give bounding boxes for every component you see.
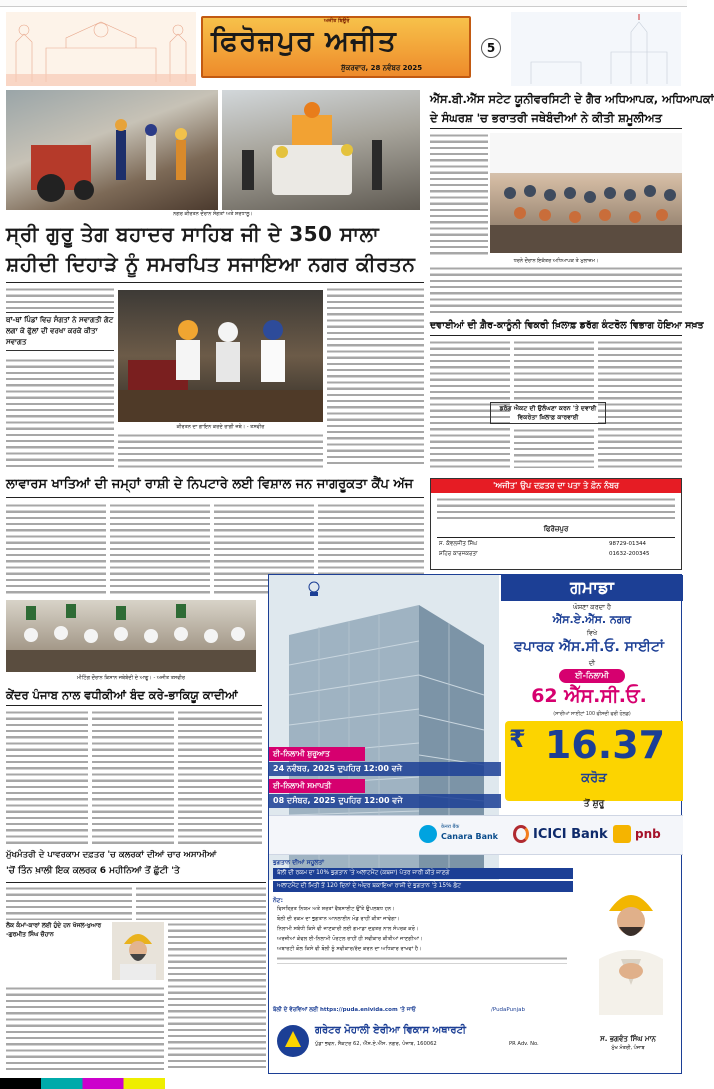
cm-title: ਮੁੱਖ ਮੰਤਰੀ, ਪੰਜਾਬ [611, 1045, 645, 1051]
gmada-from: ਤੋਂ ਸ਼ੁਰੂ [583, 799, 605, 809]
gmada-note-3: ਨਿਲਾਮੀ ਸਬੰਧੀ ਕਿਸੇ ਵੀ ਜਾਣਕਾਰੀ ਲਈ ਗਮਾਡਾ ਦਫ਼ਤਰ ਨਾਲ ਸੰਪਰਕ ਕਰੋ। [277, 926, 419, 932]
gmada-social: /PudaPunjab [491, 1007, 526, 1013]
main-headline-2: ਸ਼ਹੀਦੀ ਦਿਹਾੜੇ ਨੂੰ ਸਮਰਪਿਤ ਸਜਾਇਆ ਨਗਰ ਕੀਰਤਨ [6, 252, 416, 276]
gmada-vich: ਵਿਖੇ [586, 629, 598, 637]
gmada-sector: ਐੱਸ.ਏ.ਐੱਸ. ਨਗਰ [552, 613, 632, 626]
main-headline-1: ਸ੍ਰੀ ਗੁਰੂ ਤੇਗ ਬਹਾਦਰ ਸਾਹਿਬ ਜੀ ਦੇ 350 ਸਾਲਾ [6, 222, 380, 246]
gmada-note: (ਸਾਰੀਆਂ ਸਾਈਟਾਂ 100 ਫੀਸਦੀ ਫਰੀ ਹੋਲਡ) [553, 712, 631, 717]
masthead-date: ਸ਼ੁੱਕਰਵਾਰ, 28 ਨਵੰਬਰ 2025 [341, 64, 423, 72]
bottom-headline-1: ਮੁੱਖਮੰਤਰੀ ਦੇ ਪਾਵਰਕਾਮ ਦਫ਼ਤਰ 'ਚ ਕਲਰਕਾਂ ਦੀਆਂ ਚਾਰ ਅਸਾਮੀਆਂ [6, 850, 217, 860]
ajit-ad-row1-label: ਸ. ਕੰਵਲਜੀਤ ਸਿੰਘ [439, 541, 478, 547]
ajit-office-ad [430, 478, 682, 570]
gmada-end-label: ਈ-ਨਿਲਾਮੀ ਸਮਾਪਤੀ [269, 779, 365, 793]
kisan-meeting-photo [6, 600, 256, 672]
gmada-brand: ਗਮਾਡਾ [501, 575, 683, 601]
gmada-ad [268, 574, 682, 1074]
gmada-announce: ਘੋਸ਼ਣਾ ਕਰਦਾ ਹੈ [572, 603, 611, 611]
main-pullquote: ਥਾਂ-ਥਾਂ ਪਿੰਡਾਂ ਵਿਚ ਸੰਗਤਾਂ ਨੇ ਸਵਾਗਤੀ ਗੇਟ ਲਗਾ ਕੇ ਫੁੱਲਾਂ ਦੀ ਵਰਖਾ ਕਰਕੇ ਕੀਤਾ ਸਵਾਗਤ [6, 312, 114, 351]
gmada-website-line: ਬੋਲੀ ਦੇ ਵੇਰਵਿਆਂ ਲਈ https://puda.enivida.com 'ਤੇ ਜਾਓ [273, 1007, 416, 1013]
kirtan-photo-caption: ਕੀਰਤਨ ਦਾ ਗਾਇਨ ਕਰਦੇ ਰਾਗੀ ਜਥੇ। - ਤਸਵੀਰ [176, 424, 265, 430]
right-top-headline-2: ਦੇ ਸੰਘਰਸ਼ 'ਚ ਭਰਾਤਰੀ ਜਥੇਬੰਦੀਆਂ ਨੇ ਕੀਤੀ ਸ਼ਮੂਲੀਅਤ [430, 111, 662, 125]
gmada-di: ਦੀ [588, 659, 596, 667]
emblem-icon [307, 581, 321, 597]
drugs-body-3 [598, 340, 682, 468]
gmada-note-4: ਅਰਜ਼ੀਆਂ ਕੇਵਲ ਈ-ਨਿਲਾਮੀ ਪੋਰਟਲ ਰਾਹੀਂ ਹੀ ਸਵੀਕਾਰ ਕੀਤੀਆਂ ਜਾਣਗੀਆਂ। [277, 936, 423, 942]
camp-body-1 [6, 503, 106, 595]
main-body-under-photo [118, 433, 323, 468]
gmada-notes-title: ਨੋਟ: [273, 897, 283, 904]
icici-bank-logo [513, 823, 608, 847]
page-number: 5 [481, 38, 501, 58]
icici-icon [513, 825, 529, 843]
canara-bank-logo [419, 823, 503, 847]
nagar-kirtan-photo-2 [222, 90, 420, 210]
gmada-ref: PR Adv. No. [509, 1041, 539, 1047]
right-top-body-2 [430, 266, 682, 316]
gmada-currency-symbol: ₹ [509, 725, 526, 753]
gmada-headline: ਵਪਾਰਕ ਐੱਸ.ਸੀ.ਓ. ਸਾਈਟਾਂ [514, 639, 664, 655]
drugs-highlight-box: ਡਰੱਗ ਐਕਟ ਦੀ ਉਲੰਘਣਾ ਕਰਨ 'ਤੇ ਦਵਾਈ ਵਿਕਰੇਤਾ ਖ਼ਿਲਾਫ਼ ਕਾਰਵਾਈ [490, 402, 606, 424]
main-body-col-1 [6, 287, 114, 309]
camp-body-2 [110, 503, 210, 595]
kisan-body-3 [178, 710, 262, 845]
gmada-authority: ਗਰੇਟਰ ਮੋਹਾਲੀ ਏਰੀਆ ਵਿਕਾਸ ਅਥਾਰਟੀ [315, 1025, 467, 1036]
tower-photo [511, 12, 681, 86]
masthead-title: ਫਿਰੋਜ਼ਪੁਰ ਅਜੀਤ [211, 24, 397, 57]
print-registration-strip [0, 0, 687, 7]
gmada-note-2: ਬੋਲੀ ਦੀ ਰਕਮ ਦਾ ਭੁਗਤਾਨ ਆਨਲਾਈਨ ਮੋਡ ਰਾਹੀਂ ਕੀਤਾ ਜਾਵੇਗਾ। [277, 916, 400, 922]
right-top-body-1 [430, 133, 488, 255]
gmada-end-date: 08 ਦਸੰਬਰ, 2025 ਦੁਪਹਿਰ 12:00 ਵਜੇ [269, 794, 501, 808]
canara-icon [419, 825, 437, 843]
bottom-body-3 [168, 922, 266, 1072]
main-body-col-3 [327, 287, 424, 468]
gmada-start-label: ਈ-ਨਿਲਾਮੀ ਸ਼ੁਰੂਆਤ [269, 747, 365, 761]
pnb-name: pnb [635, 827, 661, 841]
canara-sub: केनरा बैंक [441, 824, 460, 830]
gurdwara-icon [6, 12, 196, 86]
photo-caption-1: ਨਗਰ ਕੀਰਤਨ ਦੌਰਾਨ ਸੰਗਤਾਂ ਅਤੇ ਸ਼ਰਧਾਲੂ। [173, 211, 253, 217]
main-body-col-1b [6, 358, 114, 468]
gmada-note-1: ਵਿਸਤ੍ਰਿਤ ਨਿਯਮ ਅਤੇ ਸ਼ਰਤਾਂ ਵੈਬਸਾਈਟ ਉੱਤੇ ਉਪਲਬਧ ਹਨ। [277, 906, 395, 912]
pnb-icon [613, 825, 631, 843]
ajit-ad-row1-value: 98729-01344 [609, 541, 646, 547]
gmada-count: 62 ਐੱਸ.ਸੀ.ਓ. [531, 685, 647, 707]
gmada-price: 16.37 [544, 723, 666, 767]
ajit-ad-row2-label: ਸ਼ਹਿਰ ਕਾਰਜਕਰਤਾ [439, 551, 478, 557]
cm-name: ਸ. ਭਗਵੰਤ ਸਿੰਘ ਮਾਨ [600, 1035, 656, 1043]
drugs-headline: ਦਵਾਈਆਂ ਦੀ ਗ਼ੈਰ-ਕਾਨੂੰਨੀ ਵਿਕਰੀ ਖ਼ਿਲਾਫ਼ ਡਰੱਗ ਕੰਟਰੋਲ ਵਿਭਾਗ ਹੋਇਆ ਸਖ਼ਤ [430, 320, 704, 331]
kirtan-photo [118, 290, 323, 422]
right-top-headline-1: ਐੱਸ.ਬੀ.ਐੱਸ ਸਟੇਟ ਯੂਨੀਵਰਸਿਟੀ ਦੇ ਗੈਰ ਅਧਿਆਪਕ, ਅਧਿਆਪਕਾਂ [430, 92, 714, 106]
masthead [6, 12, 681, 86]
bottom-body-1 [6, 886, 132, 920]
gmada-logo-icon [275, 1023, 311, 1059]
bottom-headline-2: 'ਚੋਂ ਤਿੰਨ ਖ਼ਾਲੀ ਇਕ ਕਲਰਕ 6 ਮਹੀਨਿਆਂ ਤੋਂ ਛੁੱਟੀ 'ਤੇ [6, 866, 180, 876]
gmada-feature-2: ਅਲਾਟਮੈਂਟ ਦੀ ਮਿਤੀ ਤੋਂ 120 ਦਿਨਾਂ ਦੇ ਅੰਦਰ ਬਕਾਇਆ ਰਾਸ਼ੀ ਦੇ ਭੁਗਤਾਨ 'ਤੇ 15% ਛੋਟ [273, 881, 573, 892]
gmada-features-title: ਭੁਗਤਾਨ ਦੀਆਂ ਸਹੂਲਤਾਂ [273, 859, 324, 866]
portrait-photo [112, 922, 164, 980]
kisan-body-2 [92, 710, 174, 845]
kisan-photo-caption: ਮੀਟਿੰਗ ਦੌਰਾਨ ਕਿਸਾਨ ਜਥੇਬੰਦੀ ਦੇ ਆਗੂ। - ਅਜੀਤ ਤਸਵੀਰ [77, 675, 185, 681]
drugs-body-2 [514, 340, 594, 400]
gmada-note-5: ਅਥਾਰਟੀ ਕੋਲ ਕਿਸੇ ਵੀ ਬੋਲੀ ਨੂੰ ਸਵੀਕਾਰ/ਰੱਦ ਕਰਨ ਦਾ ਅਧਿਕਾਰ ਰਾਖਵਾਂ ਹੈ। [277, 946, 422, 952]
gmada-feature-1: ਬੋਲੀ ਦੀ ਰਕਮ ਦਾ 10% ਭੁਗਤਾਨ 'ਤੇ ਅਲਾਟਮੈਂਟ (ਕਬਜ਼ਾ) ਪੱਤਰ ਜਾਰੀ ਕੀਤੇ ਜਾਣਗੇ [273, 868, 573, 879]
kisan-headline: ਕੇਂਦਰ ਪੰਜਾਬ ਨਾਲ ਵਧੀਕੀਆਂ ਬੰਦ ਕਰੇ-ਭਾਕਿਯੂ ਕਾਦੀਆਂ [6, 688, 238, 702]
ajit-ad-row2-value: 01632-200345 [609, 551, 650, 557]
icici-name: ICICI Bank [533, 827, 608, 842]
drugs-body-2b [514, 428, 594, 468]
bottom-body-4 [6, 986, 164, 1072]
ajit-ad-title: 'ਅਜੀਤ' ਉਪ ਦਫ਼ਤਰ ਦਾ ਪਤਾ ਤੇ ਫ਼ੋਨ ਨੰਬਰ [431, 479, 681, 493]
print-registration-footer [0, 1078, 687, 1089]
cm-portrait [581, 875, 681, 1015]
kisan-body-1 [6, 710, 88, 845]
gmada-crore: ਕਰੋੜ [581, 771, 607, 786]
gmada-address: ਪੁੱਡਾ ਭਵਨ, ਸੈਕਟਰ 62, ਐੱਸ.ਏ.ਐੱਸ. ਨਗਰ, ਪੰਜਾਬ, 160062 [315, 1041, 437, 1047]
pnb-bank-logo [613, 823, 673, 847]
canara-name: Canara Bank [441, 832, 499, 841]
gmada-start-date: 24 ਨਵੰਬਰ, 2025 ਦੁਪਹਿਰ 12:00 ਵਜੇ [269, 762, 501, 776]
camp-headline: ਲਾਵਾਰਸ ਖਾਤਿਆਂ ਦੀ ਜਮ੍ਹਾਂ ਰਾਸ਼ੀ ਦੇ ਨਿਪਟਾਰੇ ਲਈ ਵਿਸ਼ਾਲ ਜਨ ਜਾਗਰੂਕਤਾ ਕੈਂਪ ਅੱਜ [6, 477, 414, 492]
bottom-body-2 [136, 886, 266, 920]
protest-photo [490, 133, 682, 253]
masthead-side-label: ਅਜੀਤ ਬਿਊਰੋ [324, 18, 350, 24]
bottom-kicker: ਲੋਕ ਕੰਮਾਂ-ਕਾਰਾਂ ਲਈ ਹੁੰਦੇ ਹਨ ਖੱਜਲ-ਖੁਆਰ -ਗੁਰਮੀਤ ਸਿੰਘ ਚੌਹਾਨ [6, 922, 102, 938]
ajit-ad-office: ਫਿਰੋਜ਼ਪੁਰ [543, 525, 569, 533]
nagar-kirtan-photo-1 [6, 90, 218, 210]
gmada-auction-badge: ਈ-ਨਿਲਾਮੀ [559, 669, 625, 683]
protest-photo-caption: ਧਰਨੇ ਦੌਰਾਨ ਇਕੱਤਰ ਅਧਿਆਪਕ ਤੇ ਮੁਲਾਜ਼ਮ। [513, 258, 599, 264]
